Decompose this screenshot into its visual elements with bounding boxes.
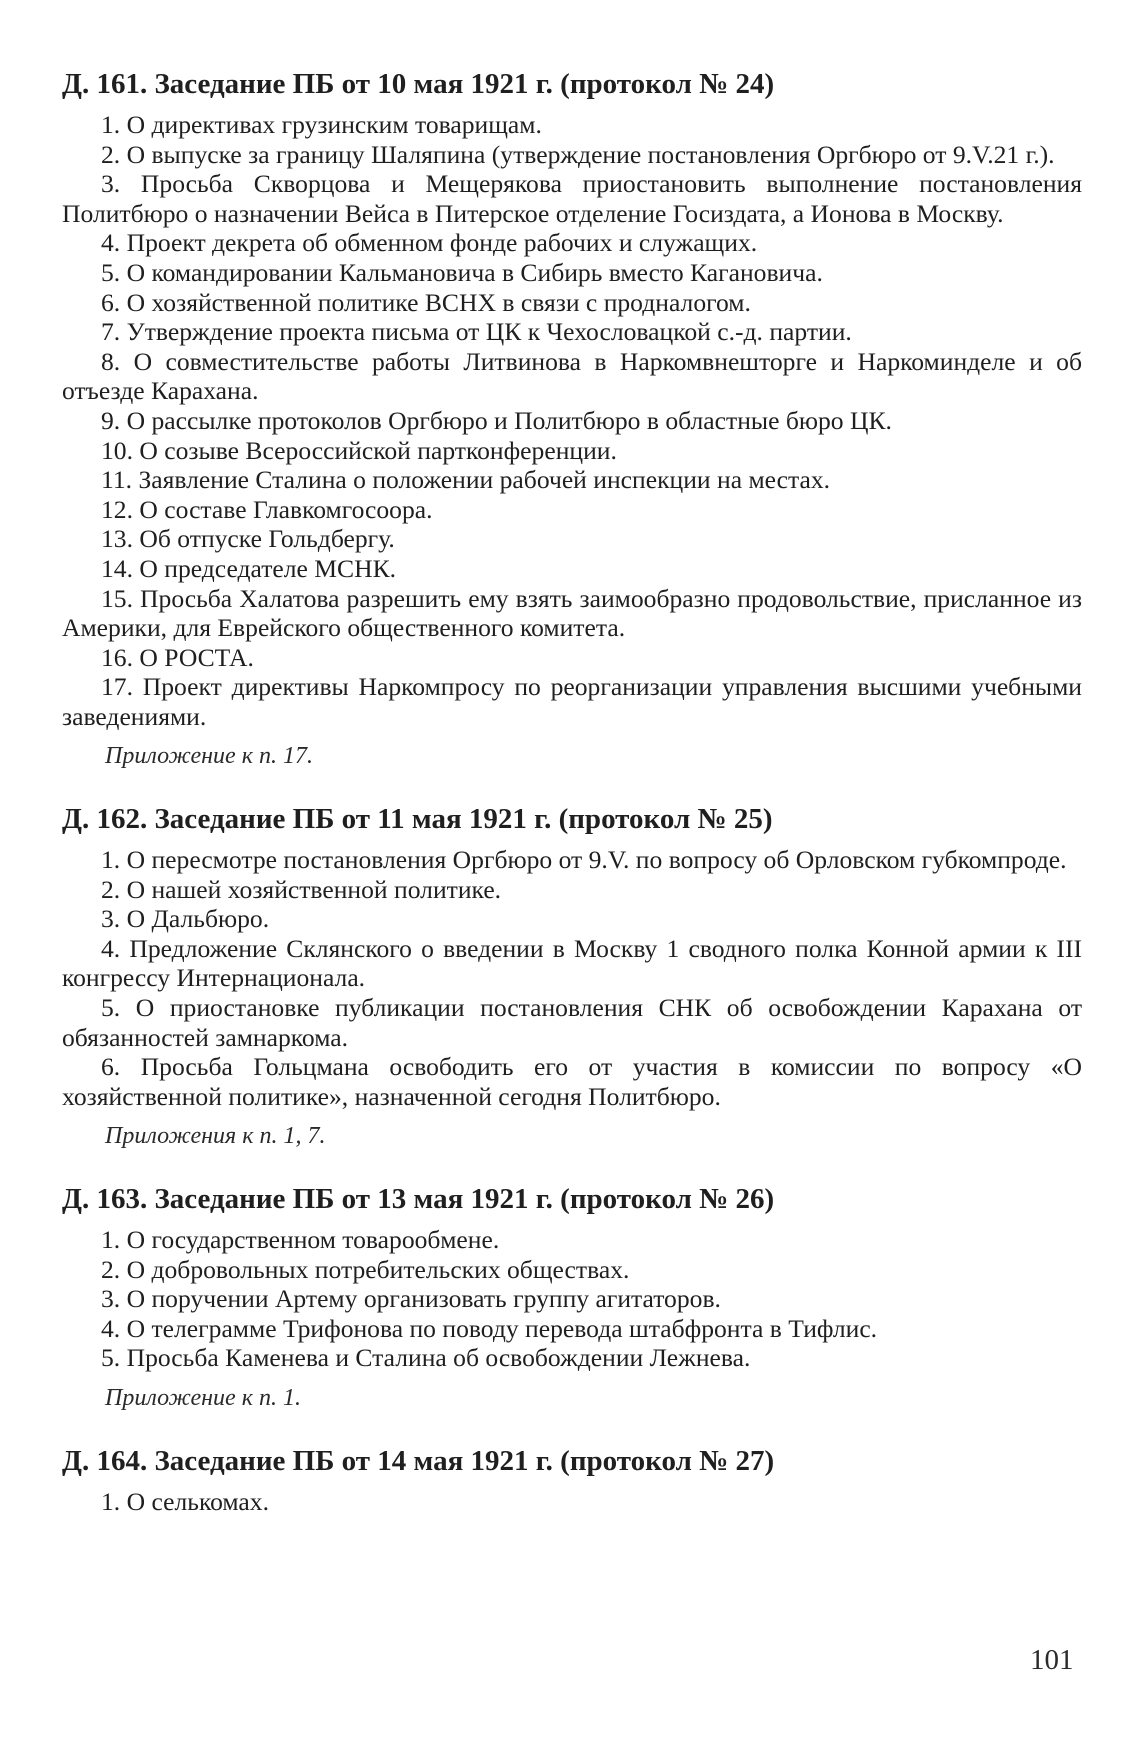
agenda-item: 14. О председателе МСНК.	[101, 553, 397, 583]
agenda-item: 6. О хозяйственной политике ВСНХ в связи с продналогом.	[101, 287, 751, 317]
appendix-note: Приложение к п. 17.	[105, 743, 313, 770]
section-d164	[62, 1443, 1082, 1517]
agenda-item: 13. Об отпуске Гольдбергу.	[101, 524, 395, 554]
agenda-item: 17. Проект директивы Наркомпросу по реорганизации управления высшими учебными заведениями.	[62, 672, 1082, 731]
agenda-list	[62, 845, 1082, 1111]
agenda-item: 3. О поручении Артему организовать группу агитаторов.	[101, 1284, 721, 1314]
agenda-item: 1. О пересмотре постановления Оргбюро от 9.V. по вопросу об Орловском губкомпроде.	[101, 845, 1067, 875]
agenda-item: 10. О созыве Всероссийской партконференции.	[101, 435, 617, 465]
agenda-item: 4. О телеграмме Трифонова по поводу перевода штабфронта в Тифлис.	[101, 1313, 878, 1343]
agenda-item: 3. О Дальбюро.	[101, 904, 270, 934]
agenda-item: 2. О выпуске за границу Шаляпина (утверждение постановления Оргбюро от 9.V.21 г.).	[101, 139, 1055, 169]
section-heading: Д. 161. Заседание ПБ от 10 мая 1921 г. (протокол № 24)	[62, 68, 775, 100]
agenda-item: 4. Предложение Склянского о введении в Москву 1 сводного полка Конной армии к III конгрессу Интернационала.	[62, 933, 1082, 993]
agenda-item: 1. О государственном товарообмене.	[101, 1225, 500, 1254]
agenda-list	[62, 110, 1082, 731]
agenda-item: 1. О директивах грузинским товарищам.	[101, 110, 542, 139]
section-heading: Д. 164. Заседание ПБ от 14 мая 1921 г. (протокол № 27)	[62, 1444, 775, 1477]
section-heading: Д. 162. Заседание ПБ от 11 мая 1921 г. (протокол № 25)	[62, 803, 773, 836]
agenda-list	[62, 1487, 1082, 1517]
agenda-item: 4. Проект декрета об обменном фонде рабочих и служащих.	[101, 228, 758, 258]
agenda-item: 16. О РОСТА.	[101, 642, 254, 672]
agenda-item: 5. О командировании Кальмановича в Сибирь вместо Кагановича.	[101, 257, 823, 287]
agenda-item: 6. Просьба Гольцмана освободить его от участия в комиссии по вопросу «О хозяйственной политике», назначенной сегодня Политбюро.	[62, 1052, 1082, 1111]
appendix-note: Приложения к п. 1, 7.	[105, 1123, 326, 1150]
section-d162	[62, 801, 1082, 1152]
agenda-item: 3. Просьба Скворцова и Мещерякова приостановить выполнение постановления Политбюро о назначении Вейса в Питерское отделение Госиздата, а Ионова в Москву.	[62, 169, 1082, 228]
agenda-item: 11. Заявление Сталина о положении рабочей инспекции на местах.	[101, 465, 831, 495]
agenda-item: 12. О составе Главкомгосоора.	[101, 494, 433, 524]
section-d163	[62, 1181, 1082, 1414]
appendix-note: Приложение к п. 1.	[105, 1384, 301, 1411]
section-heading: Д. 163. Заседание ПБ от 13 мая 1921 г. (протокол № 26)	[62, 1183, 775, 1215]
agenda-item: 2. О нашей хозяйственной политике.	[101, 874, 502, 904]
document-page	[62, 66, 1082, 1545]
agenda-item: 1. О селькомах.	[101, 1486, 269, 1516]
section-d161	[62, 66, 1082, 772]
agenda-item: 5. Просьба Каменева и Сталина об освобождении Лежнева.	[101, 1343, 751, 1373]
page-number: 101	[1030, 1644, 1074, 1676]
agenda-item: 15. Просьба Халатова разрешить ему взять заимообразно продовольствие, присланное из Америки, для Еврейского общественного комитета.	[62, 583, 1082, 643]
agenda-list	[62, 1225, 1082, 1373]
agenda-item: 2. О добровольных потребительских обществах.	[101, 1254, 630, 1284]
agenda-item: 5. О приостановке публикации постановления СНК об освобождении Карахана от обязанностей замнаркома.	[62, 993, 1082, 1052]
agenda-item: 9. О рассылке протоколов Оргбюро и Политбюро в областные бюро ЦК.	[101, 405, 892, 435]
agenda-item: 7. Утверждение проекта письма от ЦК к Чехословацкой с.-д. партии.	[101, 317, 852, 347]
agenda-item: 8. О совместительстве работы Литвинова в Наркомвнешторге и Наркоминделе и об отъезде Карахана.	[62, 346, 1082, 406]
